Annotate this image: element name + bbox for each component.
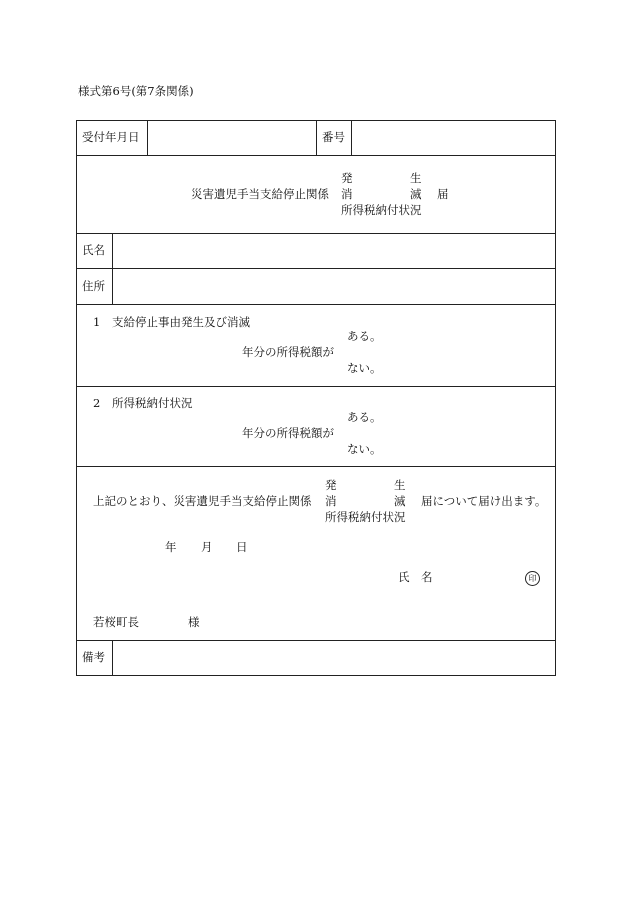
declaration-suffix: 届について届け出ます。 — [421, 494, 547, 508]
date-day-label: 日 — [236, 540, 248, 554]
section-2-number: 2 — [93, 396, 101, 410]
section-1-yes: ある。 — [347, 329, 382, 343]
address-label: 住所 — [82, 279, 105, 293]
heading-option-extinction: 消 滅 — [341, 187, 422, 201]
declaration-lead: 上記のとおり、災害遺児手当支給停止関係 — [93, 494, 312, 508]
remarks-label: 備考 — [82, 650, 105, 664]
number-label: 番号 — [322, 130, 345, 144]
heading-option-tax-status: 所得税納付状況 — [341, 203, 422, 217]
date-month-label: 月 — [201, 540, 213, 554]
seal-icon: 印 — [525, 571, 540, 586]
name-field[interactable] — [113, 234, 555, 268]
recipient: 若桜町長 — [93, 615, 139, 629]
number-field[interactable] — [352, 121, 555, 155]
date-year-label: 年 — [165, 540, 177, 554]
honorific: 様 — [188, 615, 200, 629]
heading-suffix: 届 — [437, 187, 449, 201]
declaration-option-extinction: 消 滅 — [325, 494, 406, 508]
section-2-line: 年分の所得税額が — [242, 426, 334, 440]
section-2-heading: 所得税納付状況 — [112, 396, 193, 410]
heading-option-occurrence: 発 生 — [341, 171, 422, 185]
section-1-heading: 支給停止事由発生及び消滅 — [112, 315, 250, 329]
section-2-yes: ある。 — [347, 410, 382, 424]
name-label: 氏名 — [82, 243, 105, 257]
declaration-option-tax-status: 所得税納付状況 — [325, 510, 406, 524]
declaration-option-occurrence: 発 生 — [325, 478, 406, 492]
address-field[interactable] — [113, 269, 555, 304]
signer-name-label: 氏 名 — [398, 570, 433, 584]
section-1-no: ない。 — [347, 361, 382, 375]
section-1-line: 年分の所得税額が — [242, 345, 334, 359]
section-1-number: 1 — [93, 315, 101, 329]
received-date-label: 受付年月日 — [82, 130, 140, 144]
heading-lead: 災害遺児手当支給停止関係 — [191, 187, 329, 201]
remarks-field[interactable] — [113, 641, 555, 675]
received-date-field[interactable] — [148, 121, 315, 155]
section-2-no: ない。 — [347, 442, 382, 456]
form-title: 様式第6号(第7条関係) — [78, 84, 194, 98]
